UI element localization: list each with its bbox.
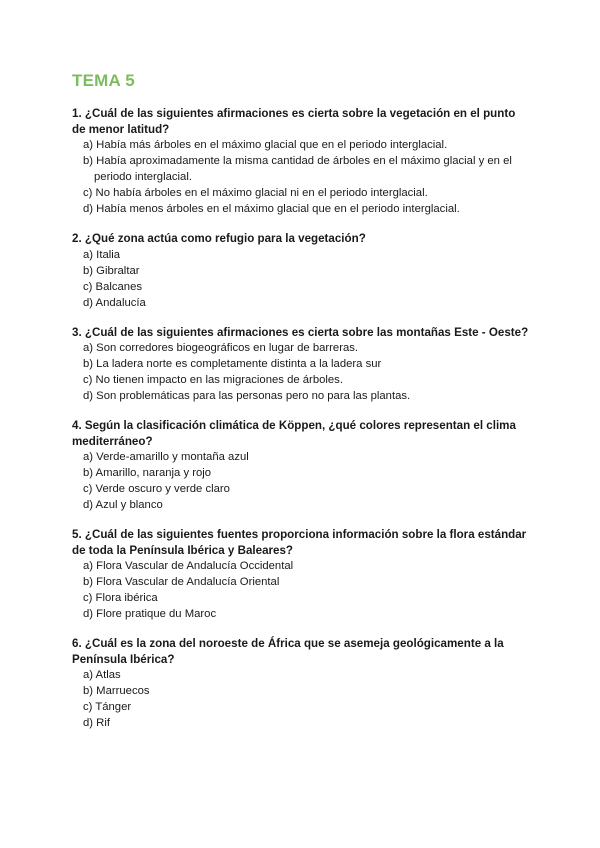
answer-options (72, 667, 532, 731)
question-text: 6. ¿Cuál es la zona del noroeste de África que se asemeja geológicamente a la Península Ibérica? (72, 637, 504, 666)
answer-option-a: a) Son corredores biogeográficos en lugar de barreras. (83, 342, 359, 354)
question-text: 5. ¿Cuál de las siguientes fuentes proporciona información sobre la flora estándar de toda la Península Ibérica y Baleares? (72, 528, 527, 557)
answer-options (72, 449, 532, 513)
question-2 (72, 231, 532, 311)
question-text: 1. ¿Cuál de las siguientes afirmaciones es cierta sobre la vegetación en el punto de menor latitud? (72, 107, 516, 136)
answer-option-a: a) Italia (83, 248, 121, 261)
answer-option-c: c) Balcanes (83, 280, 143, 293)
answer-option-b: b) Amarillo, naranja y rojo (83, 467, 212, 479)
question-1 (72, 106, 532, 217)
question-4 (72, 418, 532, 513)
question-text: 3. ¿Cuál de las siguientes afirmaciones es cierta sobre las montañas Este - Oeste? (72, 325, 529, 339)
page-title: TEMA 5 (72, 71, 135, 90)
answer-option-d: d) Había menos árboles en el máximo glacial que en el periodo interglacial. (83, 203, 460, 215)
answer-option-b: b) Había aproximadamente la misma cantidad de árboles en el máximo glacial y en el periodo interglacial. (83, 155, 512, 183)
answer-option-a: a) Verde-amarillo y montaña azul (83, 451, 249, 463)
answer-options (72, 247, 532, 311)
answer-option-a: a) Atlas (83, 669, 121, 681)
answer-option-d: d) Son problemáticas para las personas pero no para las plantas. (83, 390, 411, 402)
answer-option-c: c) Flora ibérica (83, 592, 158, 604)
question-3 (72, 325, 532, 405)
answer-option-b: b) La ladera norte es completamente distinta a la ladera sur (83, 358, 382, 370)
question-6 (72, 636, 532, 731)
answer-option-d: d) Azul y blanco (83, 499, 163, 511)
answer-option-b: b) Flora Vascular de Andalucía Oriental (83, 576, 280, 588)
answer-option-a: a) Flora Vascular de Andalucía Occidental (83, 560, 294, 572)
question-text: 2. ¿Qué zona actúa como refugio para la vegetación? (72, 232, 366, 245)
answer-option-b: b) Gibraltar (83, 264, 140, 277)
document-page (72, 70, 532, 745)
answer-option-d: d) Rif (83, 717, 110, 729)
question-5 (72, 527, 532, 622)
answer-option-a: a) Había más árboles en el máximo glacial que en el periodo interglacial. (83, 139, 448, 151)
answer-options (72, 340, 532, 404)
answer-option-c: c) No tienen impacto en las migraciones de árboles. (83, 374, 343, 386)
answer-option-c: c) No había árboles en el máximo glacial ni en el periodo interglacial. (83, 187, 428, 199)
answer-option-d: d) Andalucía (83, 296, 146, 309)
answer-options (72, 137, 532, 217)
question-text: 4. Según la clasificación climática de Köppen, ¿qué colores representan el clima mediterráneo? (72, 419, 516, 448)
answer-options (72, 558, 532, 622)
answer-option-c: c) Verde oscuro y verde claro (83, 483, 230, 495)
answer-option-d: d) Flore pratique du Maroc (83, 608, 217, 620)
answer-option-c: c) Tánger (83, 701, 132, 713)
answer-option-b: b) Marruecos (83, 685, 150, 697)
